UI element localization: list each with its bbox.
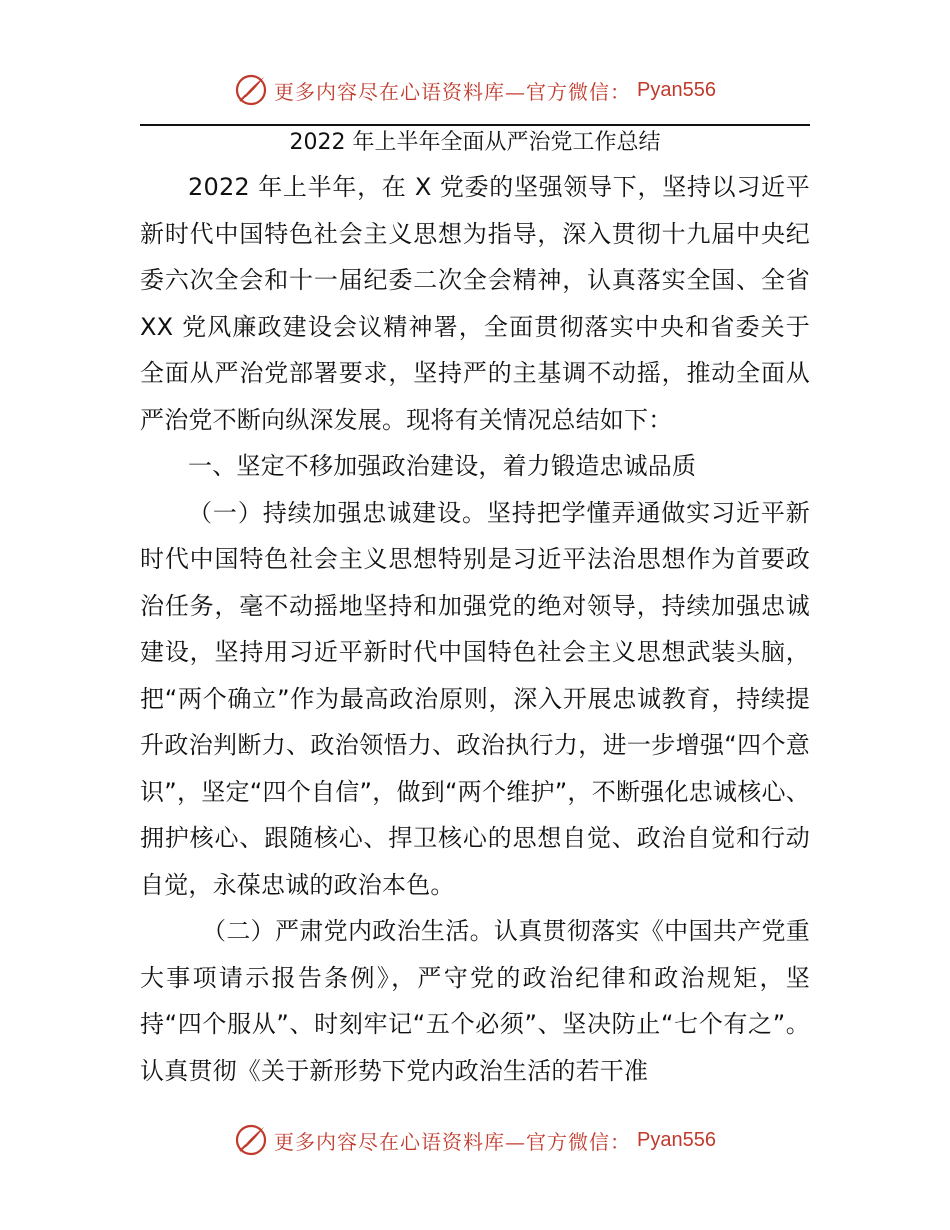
document-body xyxy=(140,126,810,1094)
watermark-text: 更多内容尽在心语资料库—官方微信： xyxy=(274,1129,632,1154)
watermark-wechat-id: Pyan556 xyxy=(637,1128,716,1151)
quill-logo-icon xyxy=(234,73,268,107)
quill-logo-icon xyxy=(234,1123,268,1157)
watermark-wechat-id: Pyan556 xyxy=(637,78,716,101)
watermark-text: 更多内容尽在心语资料库—官方微信： xyxy=(274,79,632,104)
intro-paragraph: 2022 年上半年，在 X 党委的坚强领导下，坚持以习近平新时代中国特色社会主义思想为指导，深入贯彻十九届中央纪委六次全会和十一届纪委二次全会精神，认真落实全国、全省 XX 党风廉政建设会议精神署，全面贯彻落实中央和省委关于全面从严治党部署要求，坚持严的主基调不动摇，推动全面从严治党不断向纵深发展。现将有关情况总结如下： xyxy=(140,173,810,434)
footer-watermark xyxy=(0,1120,950,1160)
document-title: 2022 年上半年全面从严治党工作总结 xyxy=(289,130,661,155)
subsection-2-paragraph: （二）严肃党内政治生活。认真贯彻落实《中国共产党重大事项请示报告条例》，严守党的政治纪律和政治规矩，坚持“四个服从”、时刻牢记“五个必须”、坚决防止“七个有之”。认真贯彻《关于新形势下党内政治生活的若干准 xyxy=(140,917,810,1085)
section-heading-1: 一、坚定不移加强政治建设，着力锻造忠诚品质 xyxy=(188,452,697,480)
subsection-1-paragraph: （一）持续加强忠诚建设。坚持把学懂弄通做实习近平新时代中国特色社会主义思想特别是习近平法治思想作为首要政治任务，毫不动摇地坚持和加强党的绝对领导，持续加强忠诚建设，坚持用习近平新时代中国特色社会主义思想武装头脑，把“两个确立”作为最高政治原则，深入开展忠诚教育，持续提升政治判断力、政治领悟力、政治执行力，进一步增强“四个意识”，坚定“四个自信”，做到“两个维护”，不断强化忠诚核心、拥护核心、跟随核心、捍卫核心的思想自觉、政治自觉和行动自觉，永葆忠诚的政治本色。 xyxy=(140,498,810,899)
header-watermark xyxy=(0,70,950,110)
